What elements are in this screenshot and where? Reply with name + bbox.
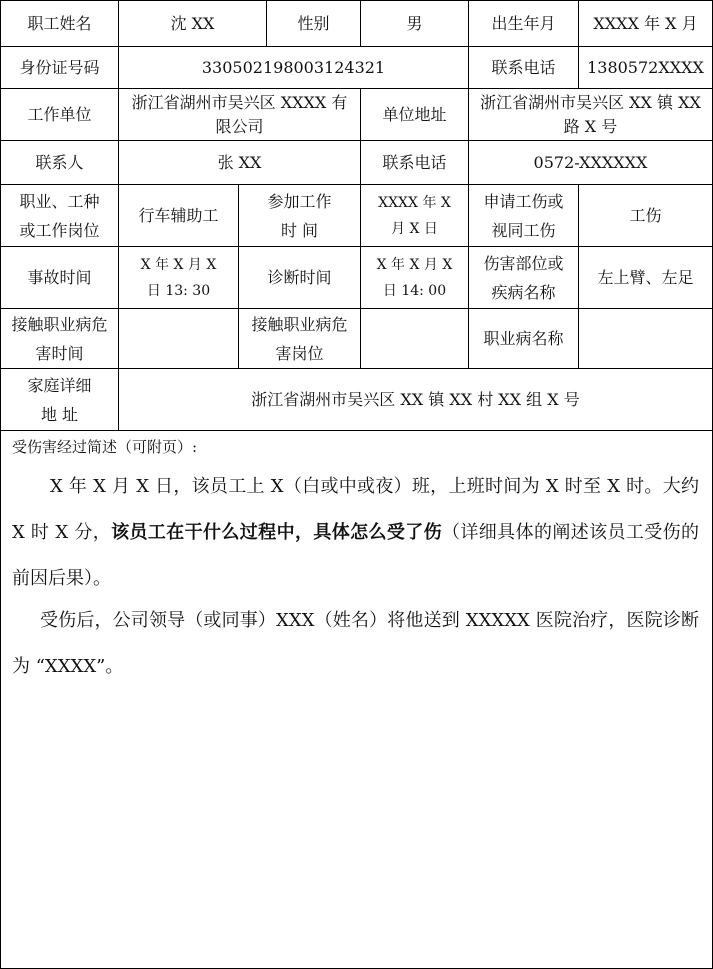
occupation-value[interactable]: 行车辅助工 (138, 205, 219, 225)
gender-value[interactable]: 男 (406, 13, 423, 33)
employer-address-value[interactable]: 浙江省湖州市吴兴区 XX 镇 XX 路 X 号 (480, 92, 701, 136)
exposure-post-label: 接触职业病危害岗位 (251, 314, 348, 363)
occupation-label: 职业、工种或工作岗位 (19, 191, 100, 240)
contact-phone-value[interactable]: 0572-XXXXXX (533, 152, 648, 172)
home-address-label: 家庭详细 地 址 (27, 375, 92, 424)
narrative-p1-end: （详细具体的阐述该员工受伤的前因后果）。 (12, 522, 700, 589)
accident-time-value[interactable]: X 年 X 月 X 日 13: 30 (140, 256, 217, 299)
employer-address-label: 单位地址 (382, 104, 447, 124)
phone-label: 联系电话 (491, 57, 556, 77)
narrative-paragraph-2 (12, 598, 699, 690)
start-work-time-label: 参加工作 时 间 (267, 191, 332, 240)
contact-person-value[interactable]: 张 XX (217, 152, 262, 172)
apply-type-value[interactable]: 工伤 (629, 205, 662, 225)
apply-type-label: 申请工伤或视同工伤 (483, 191, 564, 240)
injury-narrative-section[interactable] (0, 430, 713, 969)
diagnosis-time-label: 诊断时间 (267, 267, 332, 287)
employer-label: 工作单位 (27, 104, 92, 124)
narrative-p1-start: X 年 X 月 X 日，该员工上 X（白或中或夜）班，上班时间为 X 时至 X 时。大约 X 时 X 分， (12, 476, 699, 543)
accident-time-label: 事故时间 (27, 267, 92, 287)
disease-name-label: 职业病名称 (483, 328, 564, 348)
narrative-p2: 受伤后，公司领导（或同事）XXX（姓名）将他送到 XXXXX 医院治疗，医院诊断为 “XXXX”。 (12, 610, 699, 677)
narrative-paragraph-1 (12, 464, 699, 602)
injury-part-label: 伤害部位或疾病名称 (483, 253, 564, 302)
gender-label: 性别 (297, 13, 330, 33)
exposure-time-value[interactable] (119, 309, 238, 368)
contact-person-label: 联系人 (35, 152, 84, 172)
home-address-value[interactable]: 浙江省湖州市吴兴区 XX 镇 XX 村 XX 组 X 号 (251, 389, 580, 409)
injury-part-value[interactable]: 左上臂、左足 (597, 267, 694, 287)
start-work-time-value[interactable]: XXXX 年 X 月 X 日 (378, 194, 451, 237)
exposure-post-value[interactable] (361, 309, 468, 368)
name-label: 职工姓名 (27, 13, 92, 33)
phone-value[interactable]: 1380572XXXX (587, 57, 704, 77)
narrative-p1-bold: 该员工在干什么过程中，具体怎么受了伤 (111, 522, 443, 543)
id-number-value[interactable]: 330502198003124321 (201, 57, 386, 77)
diagnosis-time-value[interactable]: X 年 X 月 X 日 14: 00 (376, 256, 453, 299)
narrative-label: 受伤害经过简述（可附页）: (12, 438, 198, 456)
employer-value[interactable]: 浙江省湖州市吴兴区 XXXX 有限公司 (131, 92, 348, 136)
birth-label: 出生年月 (491, 13, 556, 33)
contact-phone-label: 联系电话 (382, 152, 447, 172)
id-number-label: 身份证号码 (19, 57, 100, 77)
name-value[interactable]: 沈 XX (170, 13, 215, 33)
exposure-time-label: 接触职业病危害时间 (11, 314, 108, 363)
disease-name-value[interactable] (579, 309, 712, 368)
birth-value[interactable]: XXXX 年 X 月 (593, 13, 698, 33)
